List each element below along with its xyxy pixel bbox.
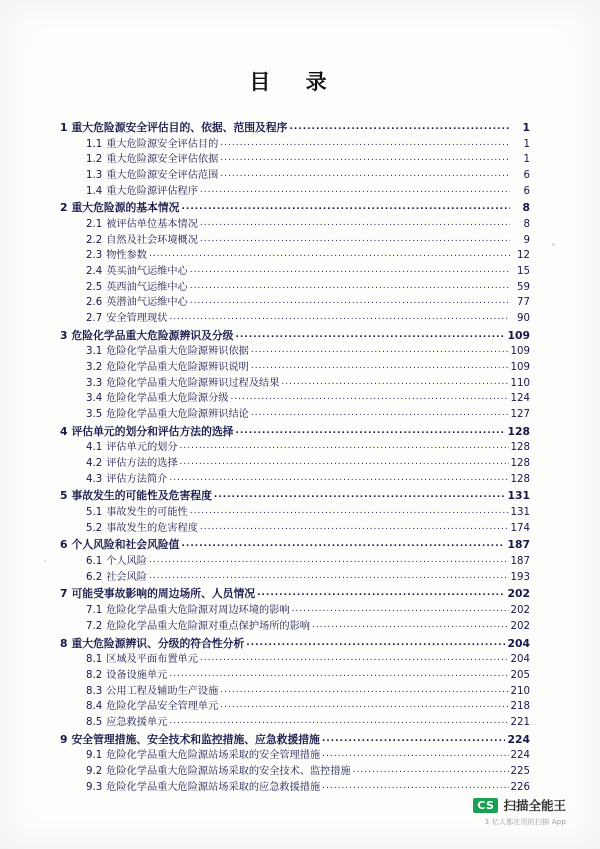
toc-entry-number: 9 (60, 732, 68, 746)
toc-entry-number: 2.1 (86, 219, 103, 231)
toc-leader-dots (169, 472, 508, 486)
toc-entry-label: 危险化学品重大危险源站场采取的应急救援措施 (106, 781, 321, 793)
toc-entry[interactable] (60, 440, 530, 456)
toc-entry-label: 危险化学品重大危险源对周边环境的影响 (106, 605, 290, 617)
toc-entry-label: 评估单元的划分 (106, 442, 178, 454)
toc-entry-label: 危险化学品安全管理单元 (106, 701, 219, 713)
toc-entry[interactable] (60, 424, 530, 441)
toc-entry-page: 6 (523, 170, 530, 182)
camscanner-logo-icon: CS (473, 798, 498, 813)
toc-leader-dots (322, 780, 508, 794)
toc-entry-label: 危险化学品重大危险源站场采取的安全技术、监控措施 (106, 765, 351, 777)
toc-leader-dots (200, 233, 510, 247)
toc-entry-page: 187 (510, 556, 530, 568)
toc-entry-page: 174 (510, 522, 530, 534)
toc-entry-number: 1.3 (86, 170, 103, 182)
toc-entry-label: 重大危险源评估程序 (106, 185, 198, 197)
toc-entry-number: 9.3 (86, 781, 103, 793)
toc-entry-number: 3.1 (86, 346, 103, 358)
toc-leader-dots (353, 764, 509, 778)
toc-entry-label: 危险化学品重大危险源辨识过程及结果 (106, 377, 280, 389)
toc-entry-number: 9.1 (86, 750, 103, 762)
toc-entry-page: 193 (510, 571, 530, 583)
toc-entry-label: 被评估单位基本情况 (106, 219, 198, 231)
paper-speck (552, 243, 555, 246)
toc-entry[interactable] (60, 217, 530, 233)
toc-entry[interactable] (60, 488, 530, 505)
toc-entry-label: 危险化学品重大危险源辨识结论 (106, 409, 249, 421)
toc-entry-label: 重大危险源辨识、分级的符合性分析 (71, 636, 245, 650)
toc-leader-dots (220, 168, 510, 182)
toc-entry-page: 226 (510, 781, 530, 793)
toc-entry[interactable] (60, 619, 530, 635)
toc-leader-dots (281, 376, 508, 390)
toc-entry-label: 可能受事故影响的周边场所、人员情况 (71, 587, 256, 601)
toc-entry[interactable] (60, 554, 530, 570)
toc-entry[interactable] (60, 748, 530, 764)
toc-entry-number: 2 (60, 201, 68, 215)
toc-entry-label: 英买油气运维中心 (106, 266, 188, 278)
toc-entry-page: 128 (510, 442, 530, 454)
toc-leader-dots (169, 668, 508, 682)
toc-entry-number: 5.1 (86, 507, 103, 519)
toc-entry-label: 安全管理现状 (106, 313, 168, 325)
toc-entry-label: 物性参数 (106, 250, 147, 262)
toc-entry-number: 1.2 (86, 154, 103, 166)
toc-entry-label: 评估单元的划分和评估方法的选择 (71, 424, 234, 438)
toc-entry-number: 3.2 (86, 362, 103, 374)
toc-entry-label: 个人风险和社会风险值 (71, 538, 180, 552)
toc-entry-page: 128 (510, 473, 530, 485)
watermark-subtitle: 3 亿人都在用的扫描 App (484, 818, 566, 826)
toc-entry-page: 204 (507, 636, 530, 650)
toc-leader-dots (169, 715, 508, 729)
toc-entry-label: 英西油气运维中心 (106, 281, 188, 293)
toc-entry-page: 1 (523, 154, 530, 166)
toc-entry[interactable] (60, 200, 530, 217)
toc-leader-dots (235, 329, 505, 343)
toc-entry-number: 2.4 (86, 266, 103, 278)
toc-leader-dots (200, 652, 509, 666)
watermark-line (473, 796, 566, 814)
toc-entry-label: 危险化学品重大危险源辨识及分级 (71, 328, 234, 342)
toc-leader-dots (292, 603, 509, 617)
toc-entry-page: 202 (510, 605, 530, 617)
toc-leader-dots (214, 489, 506, 503)
toc-entry[interactable] (60, 311, 530, 327)
toc-entry-label: 英潜油气运维中心 (106, 297, 188, 309)
toc-leader-dots (180, 456, 509, 470)
toc-leader-dots (180, 440, 509, 454)
watermark (473, 796, 566, 827)
toc-entry-number: 2.6 (86, 297, 103, 309)
toc-entry-page: 205 (510, 669, 530, 681)
toc-entry-page: 109 (510, 346, 530, 358)
toc-entry-page: 187 (507, 538, 530, 552)
toc-leader-dots (149, 248, 510, 262)
toc-entry-number: 2.3 (86, 250, 103, 262)
toc-entry-label: 重大危险源安全评估范围 (106, 170, 219, 182)
toc-entry-number: 6.1 (86, 556, 103, 568)
toc-entry-number: 1 (60, 121, 68, 134)
toc-entry-number: 4 (60, 424, 68, 438)
toc-leader-dots (220, 137, 510, 151)
toc-entry-page: 224 (507, 732, 530, 746)
toc-entry-page: 8 (523, 219, 530, 231)
toc-entry-label: 危险化学品重大危险源对重点保护场所的影响 (106, 620, 310, 632)
toc-entry-page: 127 (510, 409, 530, 421)
toc-entry[interactable] (60, 168, 530, 184)
toc-entry[interactable] (60, 732, 530, 749)
toc-leader-dots (220, 684, 508, 698)
toc-entry-number: 5.2 (86, 522, 103, 534)
toc-leader-dots (251, 344, 509, 358)
toc-entry-page: 202 (510, 620, 530, 632)
toc-entry[interactable] (60, 472, 530, 488)
toc-leader-dots (322, 748, 508, 762)
toc-entry-label: 区域及平面布置单元 (106, 654, 198, 666)
toc-entry[interactable] (60, 360, 530, 376)
toc-entry-label: 评估方法简介 (106, 473, 168, 485)
toc-entry-number: 2.7 (86, 313, 103, 325)
toc-entry[interactable] (60, 780, 530, 796)
toc-entry-label: 安全管理措施、安全技术和监控措施、应急救援措施 (71, 732, 320, 746)
toc-entry[interactable] (60, 570, 530, 586)
toc-entry-number: 8.4 (86, 701, 103, 713)
toc-entry-page: 224 (510, 750, 530, 762)
toc-entry[interactable] (60, 636, 530, 653)
toc-leader-dots (181, 538, 505, 552)
toc-entry[interactable] (60, 264, 530, 280)
toc-entry-page: 225 (510, 765, 530, 777)
toc-entry[interactable] (60, 233, 530, 249)
toc-entry-label: 危险化学品重大危险源辨识说明 (106, 362, 249, 374)
toc-entry-label: 重大危险源安全评估目的、依据、范围及程序 (71, 121, 288, 134)
toc-entry-number: 8.3 (86, 685, 103, 697)
toc-entry-page: 128 (510, 458, 530, 470)
toc-entry-page: 1 (523, 138, 530, 150)
toc-leader-dots (246, 637, 505, 651)
toc-leader-dots (322, 733, 506, 747)
toc-entry[interactable] (60, 391, 530, 407)
toc-entry-number: 8.5 (86, 716, 103, 728)
toc-entry-page: 204 (510, 654, 530, 666)
toc-entry-label: 重大危险源的基本情况 (71, 201, 180, 215)
toc-entry-page: 77 (517, 297, 530, 309)
toc-entry[interactable] (60, 521, 530, 537)
toc-content (60, 0, 530, 849)
toc-entry[interactable] (60, 344, 530, 360)
toc-entry-page: 109 (510, 362, 530, 374)
toc-entry[interactable] (60, 295, 530, 311)
toc-entry-number: 1.4 (86, 185, 103, 197)
toc-entry-label: 事故发生的危害程度 (106, 522, 198, 534)
toc-entry-label: 公用工程及辅助生产设施 (106, 685, 219, 697)
paper-speck (44, 560, 46, 562)
toc-leader-dots (220, 699, 508, 713)
toc-entry-label: 社会风险 (106, 571, 147, 583)
toc-entry[interactable] (60, 537, 530, 554)
toc-entry-page: 8 (522, 201, 530, 215)
toc-entry-number: 6.2 (86, 571, 103, 583)
toc-leader-dots (190, 505, 509, 519)
toc-entry-number: 8.2 (86, 669, 103, 681)
toc-entry[interactable] (60, 505, 530, 521)
toc-leader-dots (289, 121, 510, 135)
toc-entry-page: 210 (510, 685, 530, 697)
toc-leader-dots (251, 407, 509, 421)
page-title: 目 录 (249, 69, 341, 94)
toc-entry-page: 202 (507, 587, 530, 601)
toc-entry-page: 128 (507, 424, 530, 438)
toc-entry[interactable] (60, 280, 530, 296)
toc-entry[interactable] (60, 376, 530, 392)
toc-leader-dots (235, 425, 505, 439)
toc-entry-label: 个人风险 (106, 556, 147, 568)
toc-entry[interactable] (60, 668, 530, 684)
toc-entry-number: 4.2 (86, 458, 103, 470)
toc-entry-number: 4.1 (86, 442, 103, 454)
toc-entry-number: 1.1 (86, 138, 103, 150)
toc-entry-page: 59 (517, 281, 530, 293)
toc-entry[interactable] (60, 184, 530, 200)
toc-entry-label: 重大危险源安全评估目的 (106, 138, 219, 150)
toc-entry-label: 评估方法的选择 (106, 458, 178, 470)
toc-entry[interactable] (60, 715, 530, 731)
toc-entry-label: 危险化学品重大危险源辨识依据 (106, 346, 249, 358)
toc-entry-page: 109 (507, 328, 530, 342)
toc-leader-dots (149, 554, 509, 568)
toc-entry-number: 5 (60, 489, 68, 503)
toc-leader-dots (169, 311, 510, 325)
toc-entry-label: 自然及社会环境概况 (106, 234, 198, 246)
toc-leader-dots (230, 391, 508, 405)
toc-entry-number: 9.2 (86, 765, 103, 777)
toc-entry[interactable] (60, 152, 530, 168)
toc-entry-number: 8 (60, 636, 68, 650)
toc-entry-page: 221 (510, 716, 530, 728)
toc-entry-page: 131 (510, 507, 530, 519)
toc-leader-dots (190, 295, 510, 309)
toc-entry-number: 3.4 (86, 393, 103, 405)
toc-entry[interactable] (60, 248, 530, 264)
toc-entry[interactable] (60, 456, 530, 472)
toc-leader-dots (312, 619, 509, 633)
toc-leader-dots (149, 570, 509, 584)
toc-entry-label: 设备设施单元 (106, 669, 168, 681)
toc-entry-page: 1 (522, 121, 530, 134)
toc-entry-page: 15 (517, 266, 530, 278)
toc-entry[interactable] (60, 603, 530, 619)
toc-entry-label: 危险化学品重大危险源站场采取的安全管理措施 (106, 750, 321, 762)
toc-entry-page: 110 (510, 377, 530, 389)
toc-entry-label: 应急救援单元 (106, 716, 168, 728)
toc-entry[interactable] (60, 120, 530, 137)
toc-entry-page: 131 (507, 489, 530, 503)
toc-entry-label: 危险化学品重大危险源分级 (106, 393, 229, 405)
toc-entry-page: 6 (523, 185, 530, 197)
toc-leader-dots (200, 184, 510, 198)
toc-entry-label: 事故发生的可能性及危害程度 (71, 489, 212, 503)
toc-list (60, 120, 530, 795)
toc-leader-dots (181, 201, 510, 215)
toc-entry[interactable] (60, 699, 530, 715)
toc-entry[interactable] (60, 586, 530, 603)
toc-entry[interactable] (60, 328, 530, 345)
toc-entry-number: 7.1 (86, 605, 103, 617)
toc-entry[interactable] (60, 652, 530, 668)
toc-leader-dots (190, 264, 510, 278)
toc-entry[interactable] (60, 684, 530, 700)
toc-entry-number: 7 (60, 587, 68, 601)
toc-entry-number: 8.1 (86, 654, 103, 666)
toc-entry-number: 7.2 (86, 620, 103, 632)
toc-leader-dots (190, 280, 510, 294)
toc-entry-page: 218 (510, 701, 530, 713)
toc-entry-label: 事故发生的可能性 (106, 507, 188, 519)
toc-entry[interactable] (60, 764, 530, 780)
toc-entry-number: 3 (60, 328, 68, 342)
toc-leader-dots (257, 587, 505, 601)
toc-leader-dots (220, 152, 510, 166)
toc-leader-dots (200, 521, 509, 535)
toc-entry-number: 3.3 (86, 377, 103, 389)
toc-entry-page: 124 (510, 393, 530, 405)
toc-entry-number: 3.5 (86, 409, 103, 421)
toc-leader-dots (251, 360, 509, 374)
toc-entry-page: 9 (523, 234, 530, 246)
toc-entry-page: 12 (517, 250, 530, 262)
watermark-brand: 扫描全能王 (503, 798, 566, 813)
toc-entry-page: 90 (517, 313, 530, 325)
toc-entry[interactable] (60, 407, 530, 423)
toc-entry[interactable] (60, 137, 530, 153)
toc-entry-number: 6 (60, 538, 68, 552)
toc-entry-number: 2.2 (86, 234, 103, 246)
toc-entry-number: 4.3 (86, 473, 103, 485)
toc-leader-dots (200, 217, 510, 231)
toc-entry-number: 2.5 (86, 281, 103, 293)
toc-entry-label: 重大危险源安全评估依据 (106, 154, 219, 166)
